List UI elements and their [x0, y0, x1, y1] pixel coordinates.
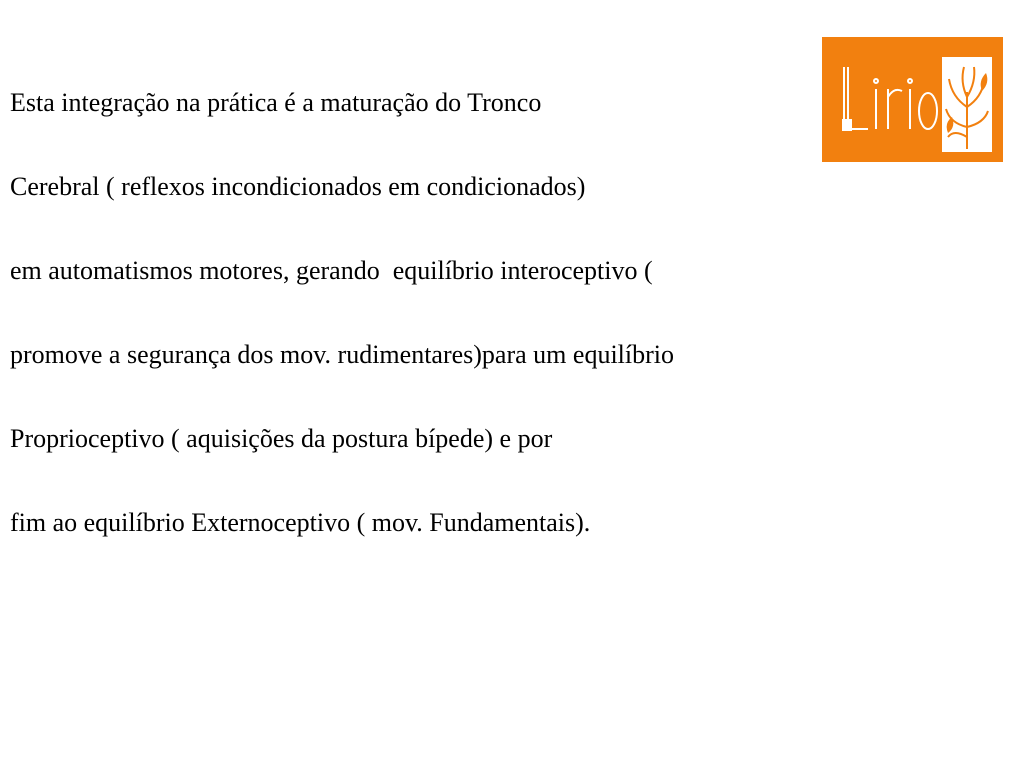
body-line-2: Cerebral ( reflexos incondicionados em condicionados)	[10, 172, 586, 201]
body-line-5: Proprioceptivo ( aquisições da postura bípede) e por	[10, 424, 553, 453]
slide-body	[10, 82, 970, 586]
body-line-1: Esta integração na prática é a maturação do Tronco	[10, 88, 542, 117]
body-line-4: promove a segurança dos mov. rudimentares)para um equilíbrio	[10, 340, 674, 369]
body-line-3: em automatismos motores, gerando equilíbrio interoceptivo (	[10, 256, 653, 285]
body-line-6: fim ao equilíbrio Externoceptivo ( mov. Fundamentais).	[10, 508, 591, 537]
